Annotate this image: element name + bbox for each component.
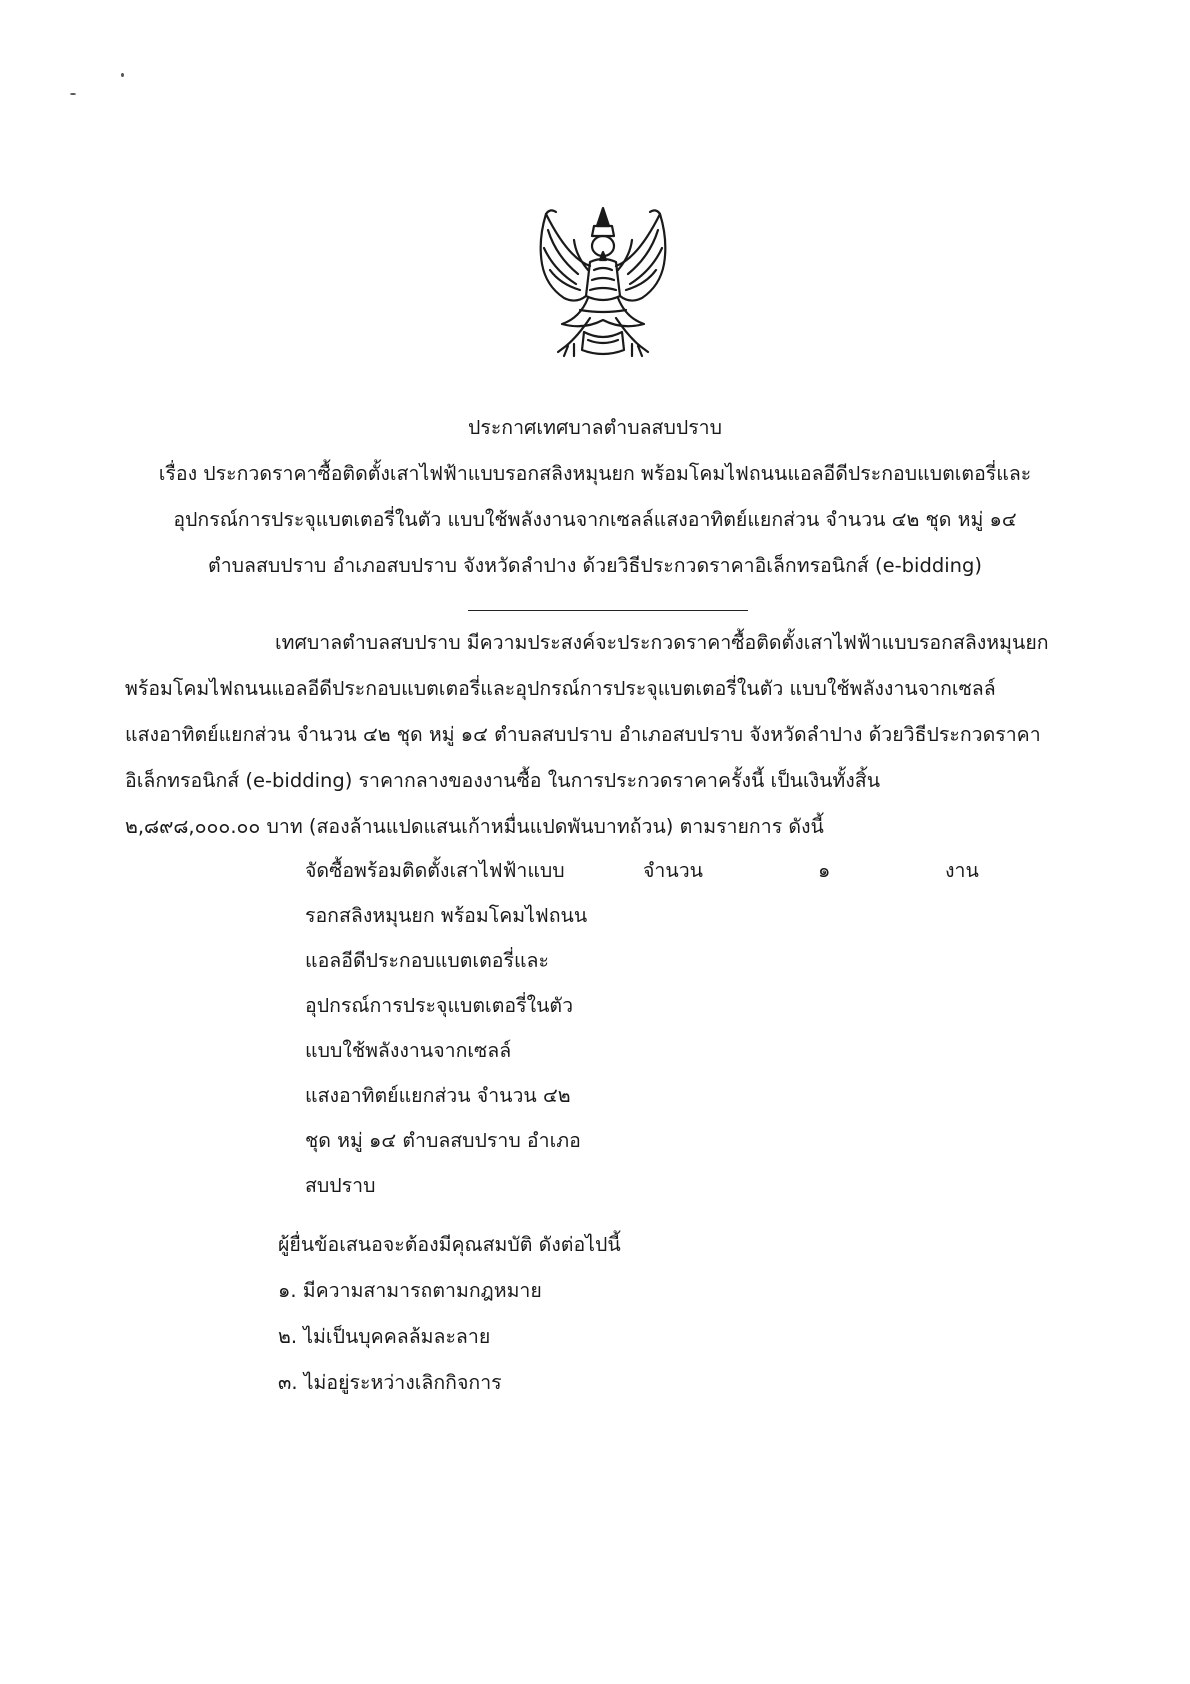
garuda-emblem-icon	[528, 200, 678, 368]
scan-speck	[70, 93, 76, 95]
qualification-item: ๒. ไม่เป็นบุคคลล้มละลาย	[278, 1325, 491, 1348]
item-quantity-label: จำนวน	[643, 859, 703, 882]
paragraph-line: ๒,๘๙๘,๐๐๐.๐๐ บาท (สองล้านแปดแสนเก้าหมื่นแปดพันบาทถ้วน) ตามรายการ ดังนี้	[125, 815, 824, 838]
item-quantity: ๑	[818, 859, 831, 882]
qualification-item: ๓. ไม่อยู่ระหว่างเลิกกิจการ	[278, 1371, 502, 1394]
item-description-line: ชุด หมู่ ๑๔ ตำบลสบปราบ อำเภอ	[305, 1129, 581, 1152]
qualifications-heading: ผู้ยื่นข้อเสนอจะต้องมีคุณสมบัติ ดังต่อไปนี้	[278, 1233, 621, 1256]
subject-line: ตำบลสบปราบ อำเภอสบปราบ จังหวัดลำปาง ด้วยวิธีประกวดราคาอิเล็กทรอนิกส์ (e-bidding)	[208, 554, 982, 577]
subject-line: อุปกรณ์การประจุแบตเตอรี่ในตัว แบบใช้พลังงานจากเซลล์แสงอาทิตย์แยกส่วน จำนวน ๔๒ ชุด หมู่ ๑๔	[173, 508, 1017, 531]
paragraph-line: แสงอาทิตย์แยกส่วน จำนวน ๔๒ ชุด หมู่ ๑๔ ตำบลสบปราบ อำเภอสบปราบ จังหวัดลำปาง ด้วยวิธีประกวดราคา	[125, 723, 1041, 746]
item-description-line: จัดซื้อพร้อมติดตั้งเสาไฟฟ้าแบบ	[305, 859, 565, 882]
page-title: ประกาศเทศบาลตำบลสบปราบ	[467, 416, 723, 439]
item-description-line: รอกสลิงหมุนยก พร้อมโคมไฟถนน	[305, 904, 588, 927]
item-unit: งาน	[945, 859, 979, 882]
paragraph-line: พร้อมโคมไฟถนนแอลอีดีประกอบแบตเตอรี่และอุปกรณ์การประจุแบตเตอรี่ในตัว แบบใช้พลังงานจากเซลล์	[125, 677, 996, 700]
paragraph-line: เทศบาลตำบลสบปราบ มีความประสงค์จะประกวดราคาซื้อติดตั้งเสาไฟฟ้าแบบรอกสลิงหมุนยก	[275, 631, 1049, 654]
item-description-line: สบปราบ	[305, 1174, 376, 1197]
qualification-item: ๑. มีความสามารถตามกฎหมาย	[278, 1279, 542, 1302]
subject-line: เรื่อง ประกวดราคาซื้อติดตั้งเสาไฟฟ้าแบบรอกสลิงหมุนยก พร้อมโคมไฟถนนแอลอีดีประกอบแบตเตอรี่และ	[158, 462, 1032, 485]
item-description-line: แอลอีดีประกอบแบตเตอรี่และ	[305, 949, 549, 972]
item-description-line: แบบใช้พลังงานจากเซลล์	[305, 1039, 512, 1062]
scan-speck	[121, 73, 124, 77]
item-description-line: แสงอาทิตย์แยกส่วน จำนวน ๔๒	[305, 1084, 571, 1107]
item-description-line: อุปกรณ์การประจุแบตเตอรี่ในตัว	[305, 994, 574, 1017]
paragraph-line: อิเล็กทรอนิกส์ (e-bidding) ราคากลางของงานซื้อ ในการประกวดราคาครั้งนี้ เป็นเงินทั้งสิ้น	[125, 769, 881, 792]
title-divider	[468, 610, 748, 611]
